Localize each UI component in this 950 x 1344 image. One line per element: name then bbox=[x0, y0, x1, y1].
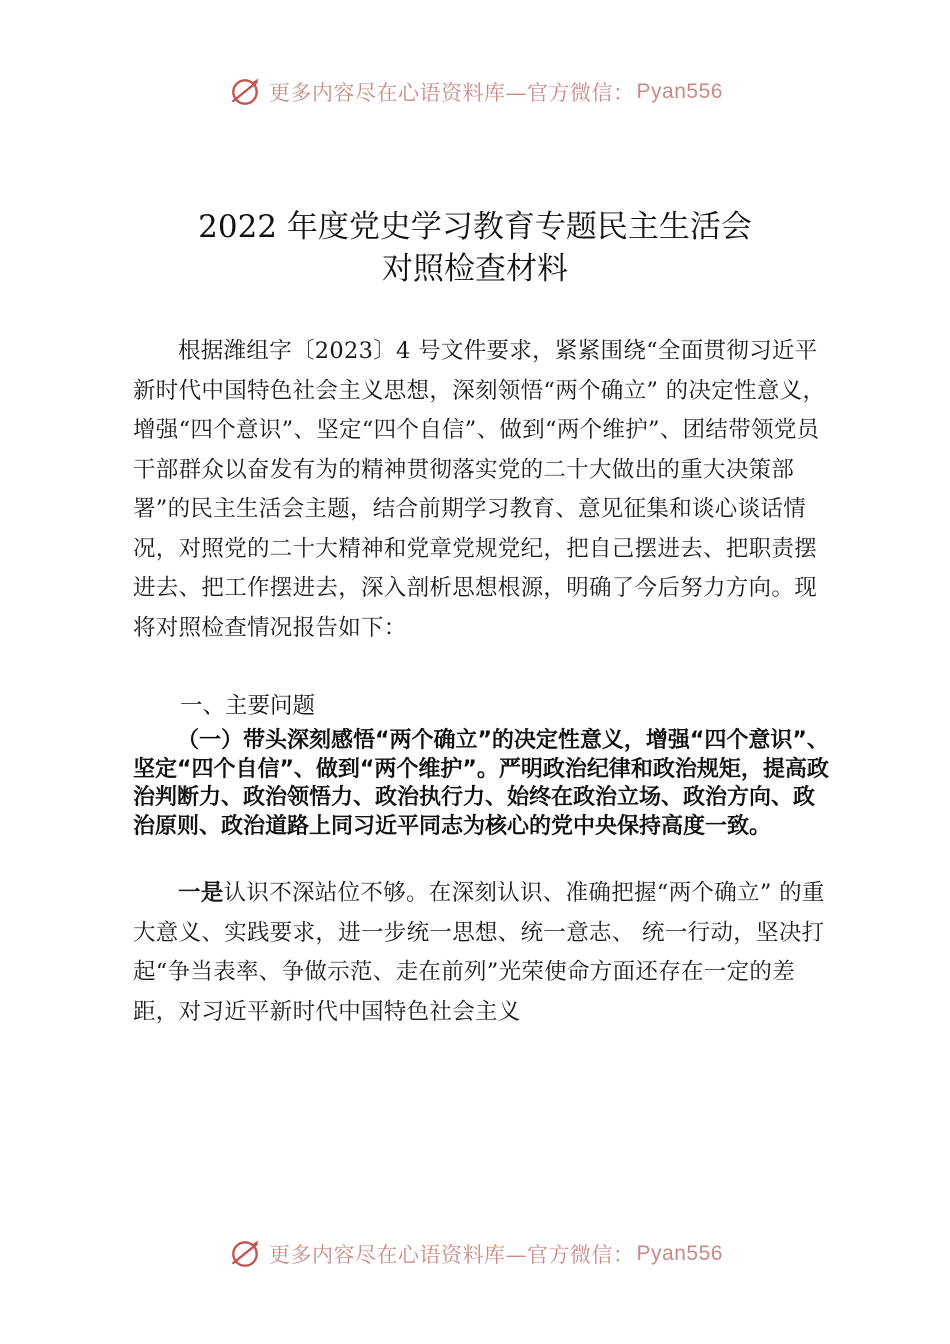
intro-paragraph bbox=[133, 332, 833, 648]
point-paragraph bbox=[133, 874, 833, 1032]
document-title-line2: 对照检查材料 bbox=[382, 251, 568, 287]
watermark-id: Pyan556 bbox=[636, 1242, 723, 1265]
subsection-heading: （一）带头深刻感悟“两个确立”的决定性意义，增强“四个意识”、坚定“四个自信”、做到“两个维护”。严明政治纪律和政治规矩，提高政治判断力、政治领悟力、政治执行力、始终在政治立场、政治方向、政治原则、政治道路上同习近平同志为核心的党中央保持高度一致。 bbox=[133, 728, 829, 839]
point-text-block bbox=[133, 874, 833, 1032]
section-heading: 一、主要问题 bbox=[180, 693, 316, 719]
intro-text: 根据潍组字〔2023〕4 号文件要求，紧紧围绕“全面贯彻习近平新时代中国特色社会主义思想，深刻领悟“两个确立” 的决定性意义，增强“四个意识”、坚定“四个自信”、做到“两个维护”、团结带领党员干部群众以奋发有为的精神贯彻落实党的二十大做出的重大决策部署”的民主生活会主题，结合前期学习教育、意见征集和谈心谈话情况，对照党的二十大精神和党章党规党纪，把自己摆进去、把职责摆进去、把工作摆进去，深入剖析思想根源，明确了今后努力方向。现将对照检查情况报告如下： bbox=[133, 338, 826, 641]
watermark-id: Pyan556 bbox=[636, 80, 723, 103]
watermark-text: 更多内容尽在心语资料库—官方微信： bbox=[269, 1243, 635, 1267]
watermark-text: 更多内容尽在心语资料库—官方微信： bbox=[269, 81, 635, 105]
watermark-header bbox=[0, 70, 950, 114]
point-lead: 一是 bbox=[178, 880, 224, 906]
point-text: 认识不深站位不够。在深刻认识、准确把握“两个确立” 的重大意义、实践要求，进一步统一思想、统一意志、 统一行动，坚决打起“争当表率、争做示范、走在前列”光荣使命方面还存在一定的差距，对习近平新时代中国特色社会主义 bbox=[133, 880, 825, 1025]
watermark-footer bbox=[0, 1232, 950, 1276]
document-title-line1: 2022 年度党史学习教育专题民主生活会 bbox=[198, 209, 752, 245]
pen-circle-logo-icon bbox=[227, 74, 263, 110]
pen-circle-logo-icon bbox=[227, 1236, 263, 1272]
